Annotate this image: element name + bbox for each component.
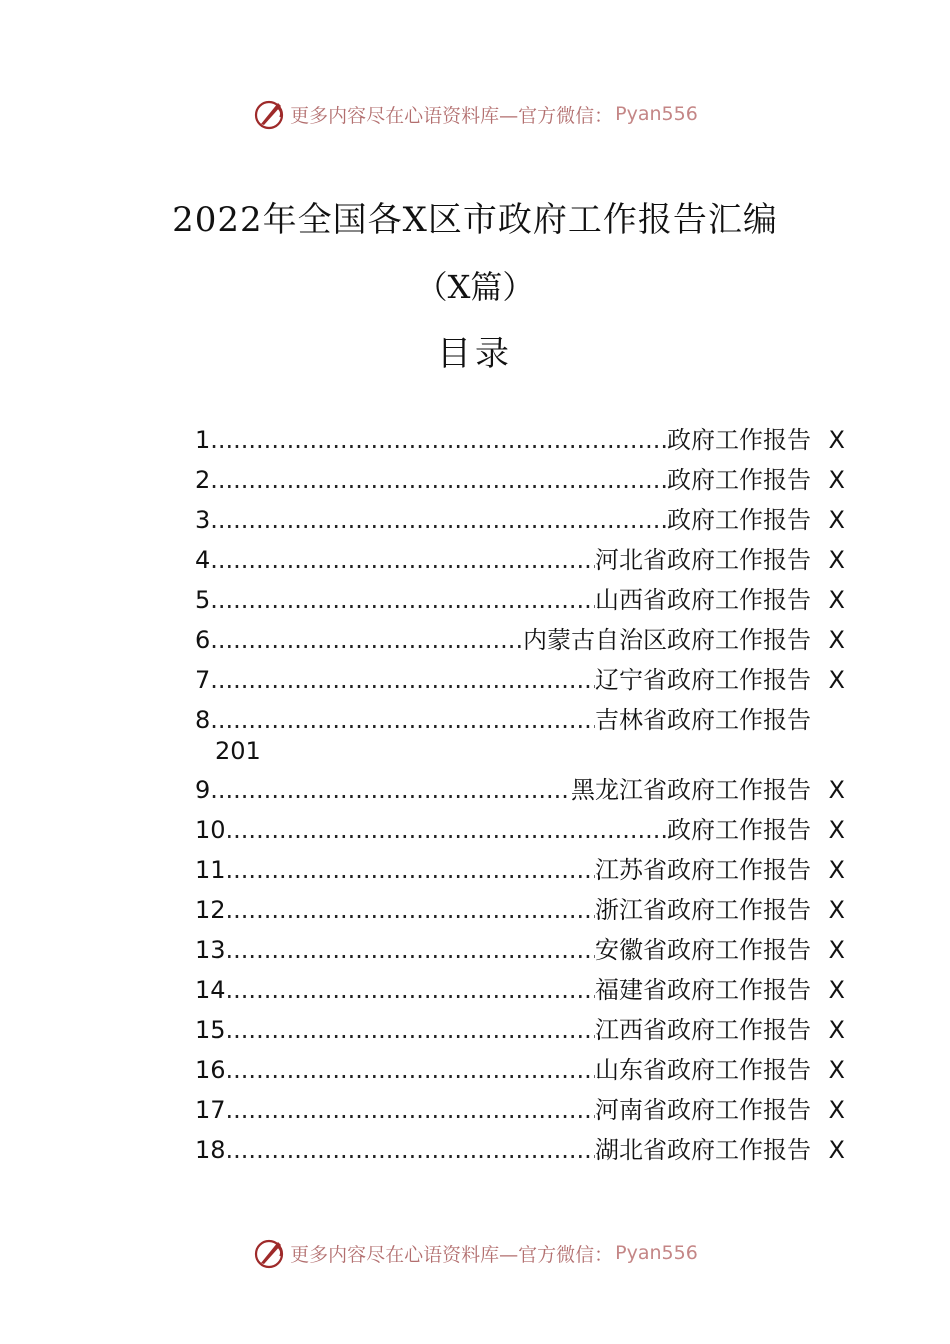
toc-entry-title: 河南省政府工作报告 [595,1096,811,1124]
toc-entry-page: X [828,1136,845,1164]
toc-entry[interactable] [195,460,845,500]
toc-entry-number: 5 [195,586,211,614]
toc-entry-page: X [828,466,845,494]
toc-entry-page: X [828,896,845,924]
watermark-text: 更多内容尽在心语资料库—官方微信： [290,1243,614,1266]
toc-entry-title: 内蒙古自治区政府工作报告 [523,626,811,654]
toc-entry-number: 14 [195,976,226,1004]
toc-entry-title: 江西省政府工作报告 [595,1016,811,1044]
toc-entry[interactable] [195,1050,845,1090]
document-title: 2022年全国各X区市政府工作报告汇编 [172,200,778,240]
toc-entry-page: X [828,546,845,574]
toc-entry-number: 15 [195,1016,226,1044]
toc-entry-title: 湖北省政府工作报告 [595,1136,811,1164]
toc-entry[interactable] [195,930,845,970]
toc-entry[interactable] [195,890,845,930]
quill-logo-icon [252,97,286,131]
toc-entry-title: 浙江省政府工作报告 [595,896,811,924]
toc-entry-number: 16 [195,1056,226,1084]
toc-leader-dots [210,700,595,740]
toc-entry-number: 11 [195,856,226,884]
toc-entry-number: 4 [195,546,211,574]
toc-entry-title: 辽宁省政府工作报告 [595,666,811,694]
toc-entry-page: X [828,1016,845,1044]
toc-entry-title: 政府工作报告 [667,426,811,454]
toc-leader-dots [226,1130,595,1170]
toc-entry-number: 13 [195,936,226,964]
toc-leader-dots [226,930,595,970]
toc-entry[interactable] [195,660,845,700]
toc-entry[interactable] [195,850,845,890]
toc-leader-dots [210,540,595,580]
toc-entry-page: X [828,936,845,964]
watermark-header [0,94,950,134]
toc-entry-number: 10 [195,816,226,844]
watermark-footer [0,1233,950,1273]
watermark-wechat-id: Pyan556 [615,103,698,125]
toc-entry-page: X [828,816,845,844]
toc-leader-dots [226,1090,595,1130]
toc-entry-number: 17 [195,1096,226,1124]
toc-entry-page: X [828,426,845,454]
toc-entry-page: X [828,626,845,654]
toc-entry[interactable] [195,420,845,460]
toc-entry-page: X [828,506,845,534]
toc-entry[interactable] [195,1130,845,1170]
toc-leader-dots [210,770,571,810]
toc-entry-page: X [828,1096,845,1124]
toc-entry-number: 6 [195,626,211,654]
toc-entry-title: 吉林省政府工作报告 [595,706,811,734]
toc-entry[interactable] [195,1010,845,1050]
toc-leader-dots [226,850,595,890]
toc-entry-continuation: 201 [215,737,261,765]
quill-logo-icon [252,1236,286,1270]
toc-entry[interactable] [195,700,845,740]
toc-entry-number: 7 [195,666,211,694]
toc-entry-number: 8 [195,706,211,734]
toc-entry[interactable] [195,540,845,580]
toc-entry[interactable] [195,770,845,810]
toc-entry[interactable] [195,1090,845,1130]
toc-leader-dots [226,1010,595,1050]
toc-heading: 目录 [437,334,513,374]
toc-entry-number: 2 [195,466,211,494]
table-of-contents [195,420,845,1170]
toc-entry-page: X [828,1056,845,1084]
toc-entry[interactable] [195,810,845,850]
toc-entry-number: 9 [195,776,211,804]
toc-entry-number: 18 [195,1136,226,1164]
watermark-text: 更多内容尽在心语资料库—官方微信： [290,104,614,127]
toc-entry-page: X [828,586,845,614]
toc-leader-dots [210,660,595,700]
toc-leader-dots [210,500,667,540]
toc-entry-page: X [828,856,845,884]
toc-leader-dots [226,890,595,930]
toc-entry-page: X [828,976,845,1004]
toc-entry-page: X [828,776,845,804]
toc-entry-title: 黑龙江省政府工作报告 [571,776,811,804]
toc-leader-dots [210,460,667,500]
toc-entry-page: X [828,666,845,694]
toc-entry-title: 安徽省政府工作报告 [595,936,811,964]
toc-leader-dots [226,1050,595,1090]
toc-entry[interactable] [195,620,845,660]
toc-leader-dots [210,580,595,620]
toc-entry-title: 江苏省政府工作报告 [595,856,811,884]
toc-entry[interactable] [195,580,845,620]
toc-entry-title: 河北省政府工作报告 [595,546,811,574]
toc-leader-dots [210,420,667,460]
toc-leader-dots [210,620,523,660]
toc-leader-dots [226,970,595,1010]
toc-entry-title: 政府工作报告 [667,816,811,844]
toc-entry[interactable] [195,970,845,1010]
toc-entry-title: 山东省政府工作报告 [595,1056,811,1084]
toc-entry-title: 山西省政府工作报告 [595,586,811,614]
toc-entry-number: 1 [195,426,211,454]
toc-entry-title: 政府工作报告 [667,506,811,534]
document-subtitle: （X篇） [415,268,535,306]
toc-entry-title: 政府工作报告 [667,466,811,494]
watermark-wechat-id: Pyan556 [615,1242,698,1264]
toc-entry[interactable] [195,500,845,540]
toc-entry-title: 福建省政府工作报告 [595,976,811,1004]
toc-entry-number: 12 [195,896,226,924]
toc-entry-number: 3 [195,506,211,534]
toc-leader-dots [226,810,667,850]
